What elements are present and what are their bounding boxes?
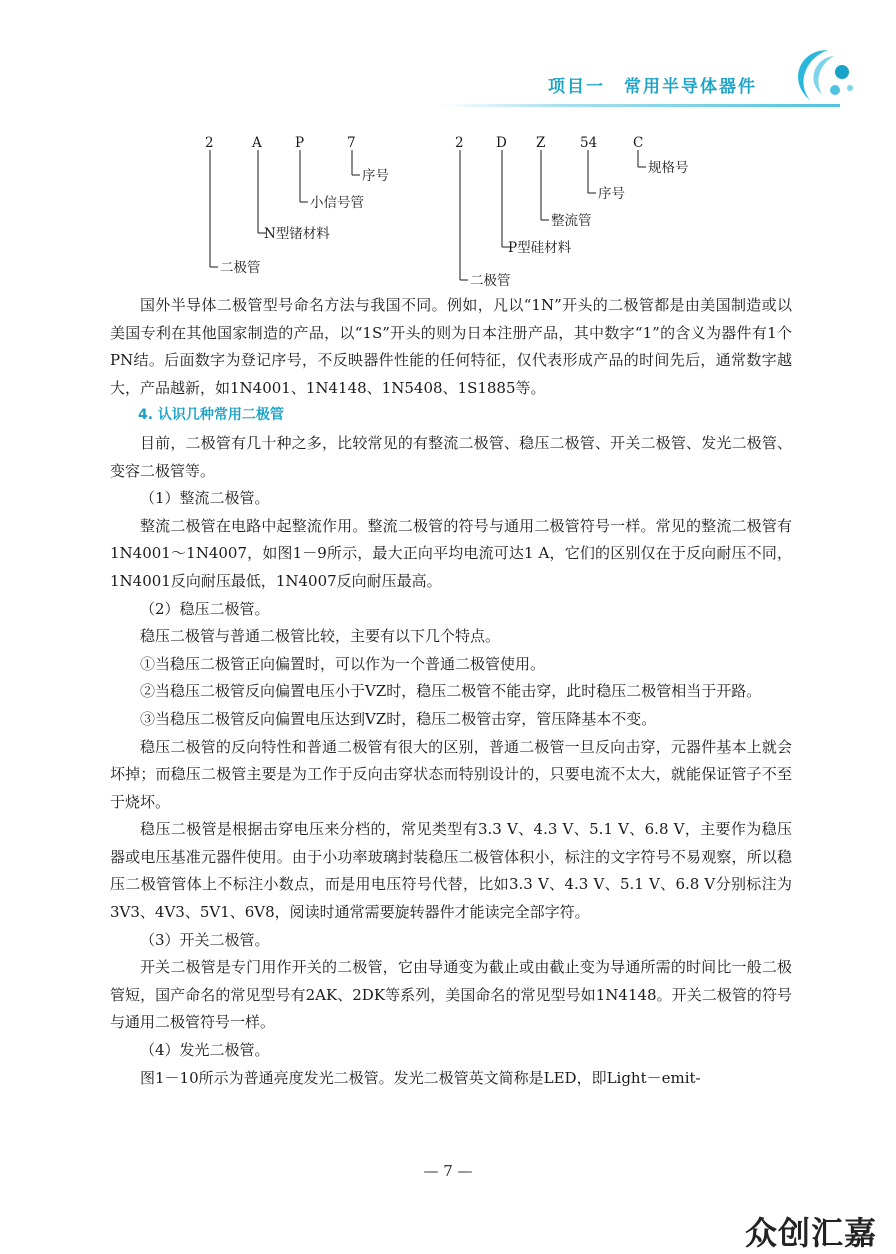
- header-title: 项目一 常用半导体器件: [548, 77, 757, 97]
- list-item: ①当稳压二极管正向偏置时，可以作为一个普通二极管使用。: [140, 654, 546, 673]
- paragraph-intro: 目前，二极管有几十种之多，比较常见的有整流二极管、稳压二极管、开关二极管、发光二极管、变容二极管等。: [110, 433, 792, 480]
- label-right-material: P型硅材料: [508, 240, 572, 256]
- paragraph-led: 图1－10所示为普通亮度发光二极管。发光二极管英文简称是LED，即Light－emit-: [140, 1068, 701, 1087]
- paragraph-switching: 开关二极管是专门用作开关的二极管，它由导通变为截止或由截止变为导通所需的时间比一般二极管短，国产命名的常见型号有2AK、2DK等系列，美国命名的常见型号如1N4148。开关二极管的符号与通用二极管符号一样。: [110, 958, 792, 1032]
- paragraph-foreign-naming: 国外半导体二极管型号命名方法与我国不同。例如，凡以“1N”开头的二极管都是由美国制造或以美国专利在其他国家制造的产品，以“1S”开头的则为日本注册产品，其中数字“1”的含义为器件有1个PN结。后面数字为登记序号，不反映器件性能的任何特征，仅代表形成产品的时间先后，通常数字越大，产品越新，如1N4001、1N4148、1N5408、1S1885等。: [110, 296, 792, 397]
- label-left-diode: 二极管: [220, 260, 261, 276]
- label-left-small-signal: 小信号管: [310, 195, 364, 211]
- code-left-4: 7: [347, 135, 356, 151]
- watermark: 众创汇嘉: [745, 1214, 878, 1252]
- label-right-spec: 规格号: [648, 160, 689, 176]
- paragraph-zener-reverse: 稳压二极管的反向特性和普通二极管有很大的区别，普通二极管一旦反向击穿，元器件基本上就会坏掉；而稳压二极管主要是为工作于反向击穿状态而特别设计的，只要电流不太大，就能保证管子不至于烧坏。: [110, 737, 792, 811]
- subheading-led: （4）发光二极管。: [140, 1041, 270, 1060]
- list-item: ②当稳压二极管反向偏置电压小于VZ时，稳压二极管不能击穿，此时稳压二极管相当于开路。: [140, 682, 762, 701]
- code-right-3: Z: [536, 135, 546, 151]
- code-right-1: 2: [455, 135, 464, 151]
- code-left-2: A: [252, 135, 262, 151]
- body-text: [110, 292, 792, 1092]
- label-right-rectifier: 整流管: [551, 213, 592, 229]
- label-left-material: N型锗材料: [264, 226, 330, 242]
- section-heading-common-diodes: 4. 认识几种常用二极管: [138, 407, 284, 424]
- code-right-4: 54: [580, 135, 598, 151]
- label-right-serial: 序号: [598, 186, 625, 202]
- code-left-3: P: [295, 135, 305, 151]
- wave-logo-icon: [770, 42, 860, 107]
- label-right-diode: 二极管: [470, 273, 511, 289]
- subheading-rectifier: （1）整流二极管。: [140, 489, 270, 508]
- subheading-zener: （2）稳压二极管。: [140, 599, 270, 618]
- subheading-switching: （3）开关二极管。: [140, 930, 270, 949]
- paragraph-rectifier: 整流二极管在电路中起整流作用。整流二极管的符号与通用二极管符号一样。常见的整流二极管有1N4001～1N4007，如图1－9所示，最大正向平均电流可达1 A，它们的区别仅在于反向耐压不同，1N4001反向耐压最低，1N4007反向耐压最高。: [110, 516, 792, 590]
- model-number-diagram: [196, 130, 716, 290]
- paragraph-zener-features: 稳压二极管与普通二极管比较，主要有以下几个特点。: [140, 627, 501, 646]
- label-left-serial: 序号: [362, 168, 389, 184]
- code-left-1: 2: [205, 135, 214, 151]
- code-right-5: C: [633, 135, 644, 151]
- code-right-2: D: [496, 135, 507, 151]
- list-item: ③当稳压二极管反向偏置电压达到VZ时，稳压二极管击穿，管压降基本不变。: [140, 709, 657, 728]
- page-number: — 7 —: [423, 1162, 473, 1180]
- paragraph-zener-types: 稳压二极管是根据击穿电压来分档的，常见类型有3.3 V、4.3 V、5.1 V、6.8 V，主要作为稳压器或电压基准元器件使用。由于小功率玻璃封装稳压二极管体积小，标注的文字符号不易观察，所以稳压二极管管体上不标注小数点，而是用电压符号代替，比如3.3 V、4.3 V、5.1 V、6.8 V分别标注为3V3、4V3、5V1、6V8，阅读时通常需要旋转器件才能读完全部字符。: [110, 820, 792, 922]
